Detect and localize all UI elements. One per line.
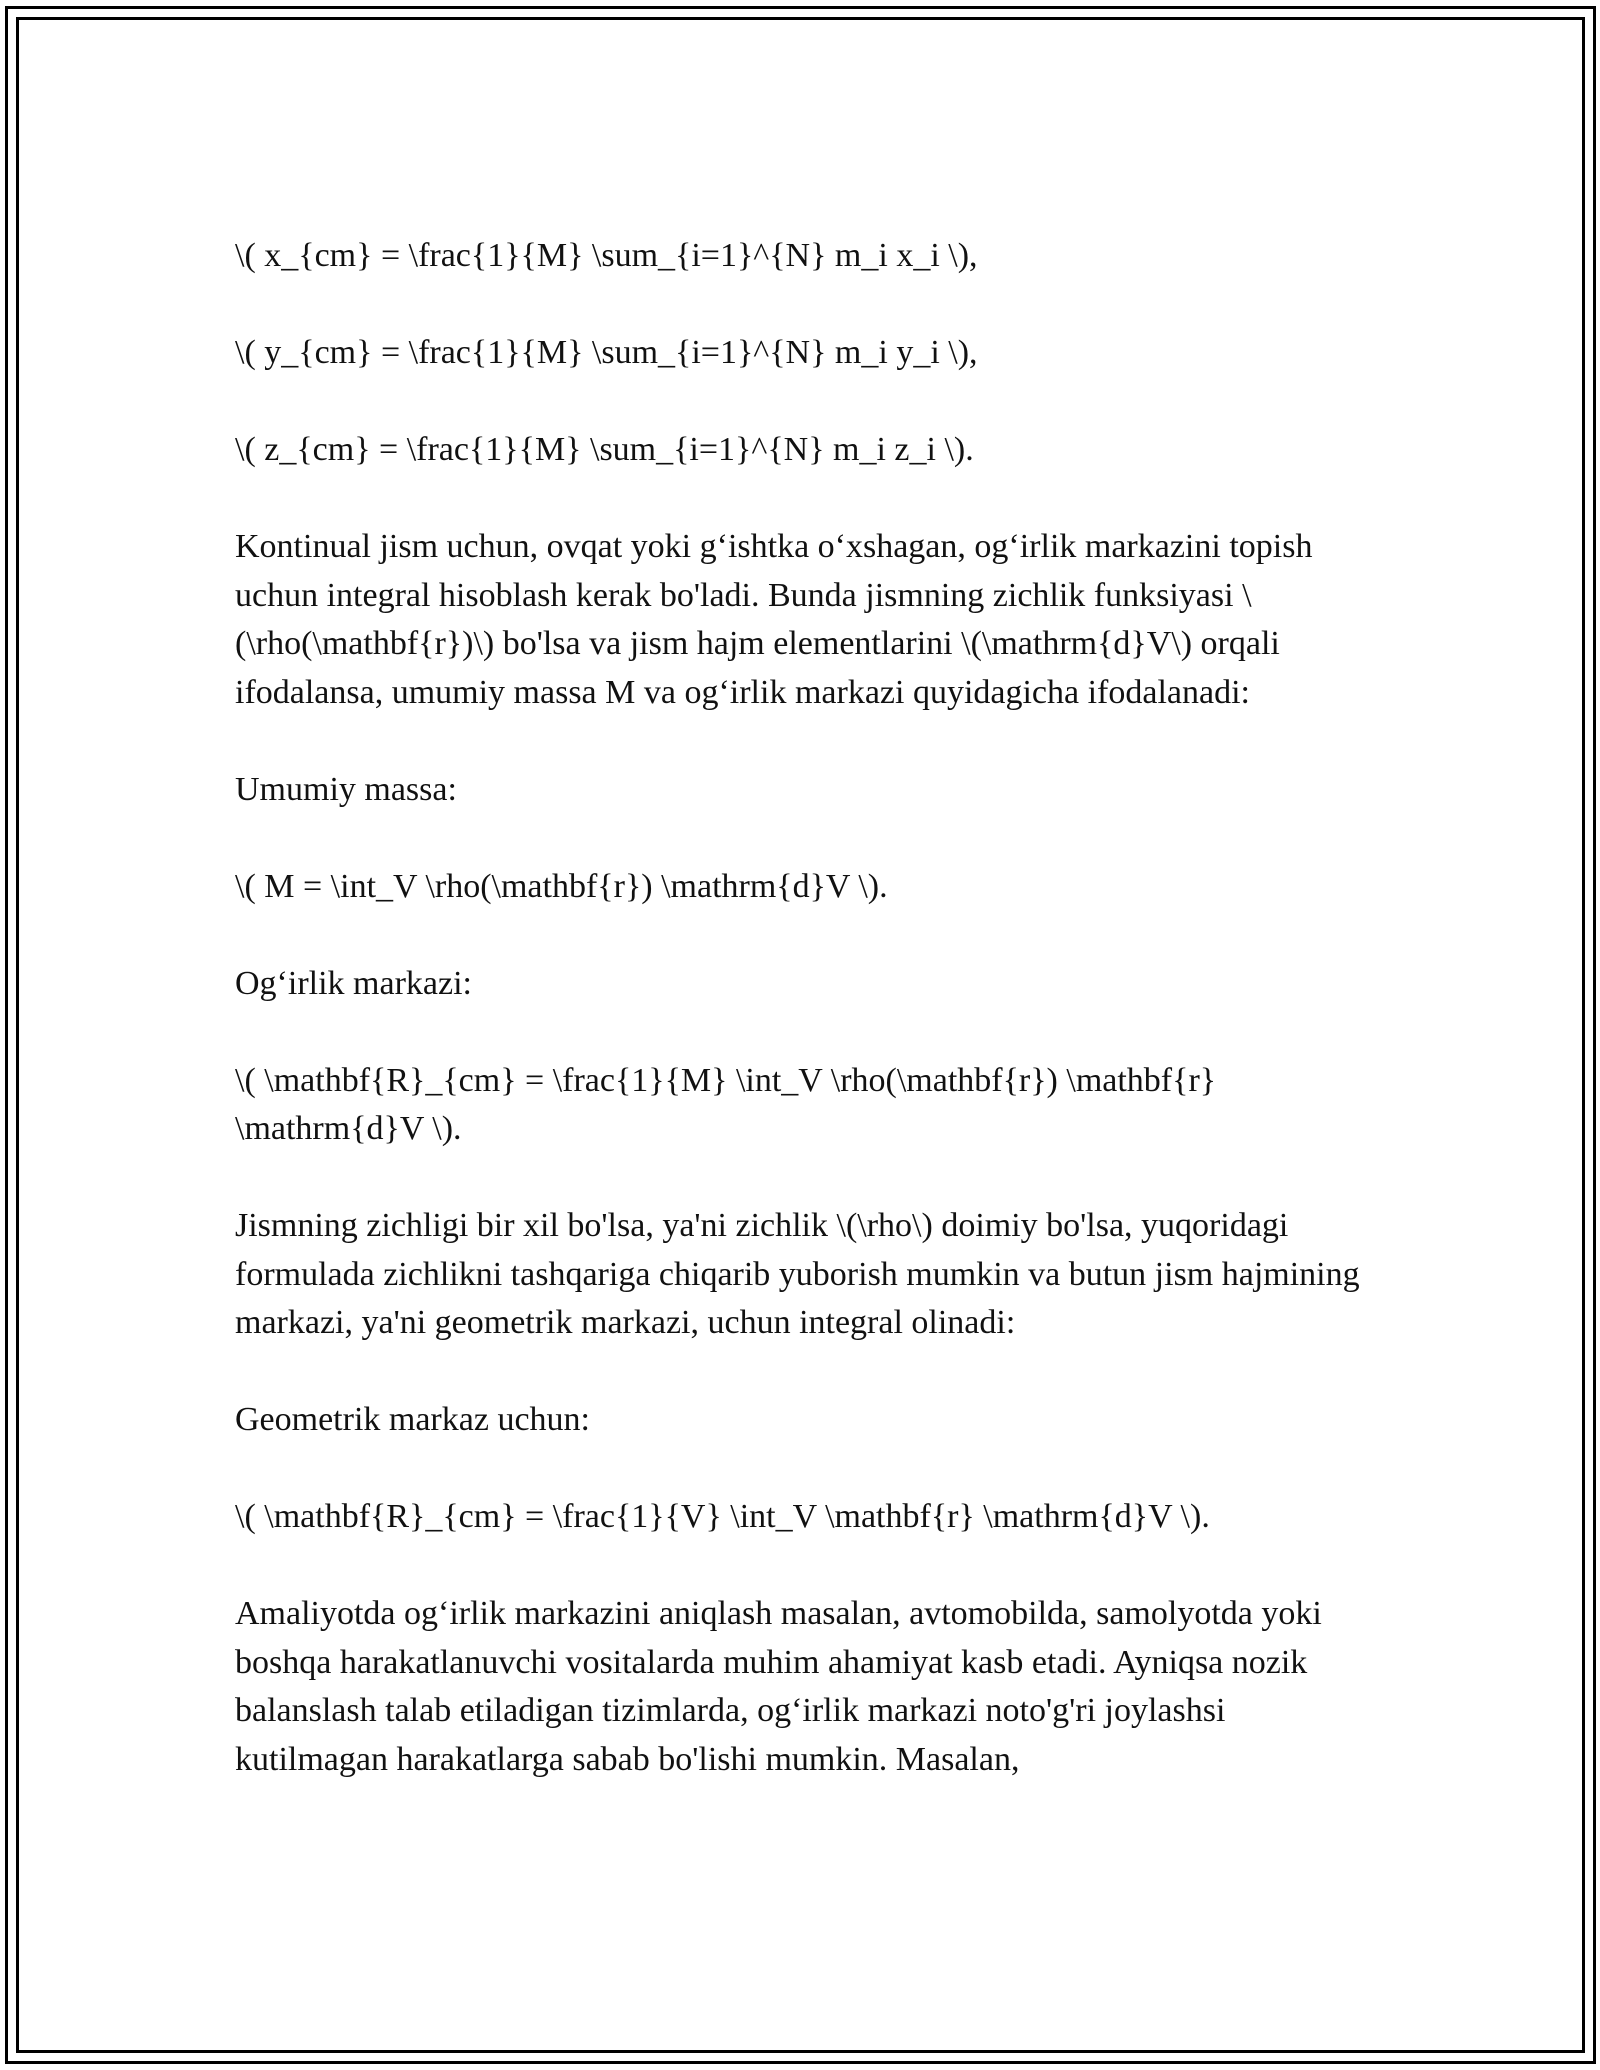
paragraph-uniform-density: Jismning zichligi bir xil bo'lsa, ya'ni zichlik \(\rho\) doimiy bo'lsa, yuqoridagi formulada zichlikni tashqariga chiqarib yuborish mumkin va butun jism hajmining markazi, ya'ni geometrik markazi, uchun integral olinadi: (235, 1207, 1360, 1341)
heading-total-mass: Umumiy massa: (235, 770, 457, 808)
heading-geometric-center: Geometrik markaz uchun: (235, 1401, 590, 1438)
paragraph-practical-use: Amaliyotda og‘irlik markazini aniqlash masalan, avtomobilda, samolyotda yoki boshqa harakatlanuvchi vositalarda muhim ahamiyat kasb etadi. Ayniqsa nozik balanslash talab etiladigan tizimlarda, og‘irlik markazi noto'g'ri joylashsi kutilmagan harakatlarga sabab bo'lishi mumkin. Masalan, (235, 1595, 1322, 1778)
formula-z-cm: \( z_{cm} = \frac{1}{M} \sum_{i=1}^{N} m_i z_i \). (235, 431, 974, 468)
formula-x-cm: \( x_{cm} = \frac{1}{M} \sum_{i=1}^{N} m_i x_i \), (235, 237, 978, 274)
document-body (235, 232, 1365, 1833)
formula-y-cm: \( y_{cm} = \frac{1}{M} \sum_{i=1}^{N} m_i y_i \), (235, 334, 978, 371)
formula-center-of-mass: \( \mathbf{R}_{cm} = \frac{1}{M} \int_V \rho(\mathbf{r}) \mathbf{r} \mathrm{d}V \). (235, 1061, 1217, 1147)
heading-center-of-mass: Og‘irlik markazi: (235, 964, 472, 1002)
formula-total-mass: \( M = \int_V \rho(\mathbf{r}) \mathrm{d}V \). (235, 867, 888, 905)
paragraph-continuous-body: Kontinual jism uchun, ovqat yoki g‘ishtka o‘xshagan, og‘irlik markazini topish uchun integral hisoblash kerak bo'ladi. Bunda jismning zichlik funksiyasi \(\rho(\mathbf{r})\) bo'lsa va jism hajm elementlarini \(\mathrm{d}V\) orqali ifodalansa, umumiy massa M va og‘irlik markazi quyidagicha ifodalanadi: (235, 528, 1313, 711)
formula-geometric-center: \( \mathbf{R}_{cm} = \frac{1}{V} \int_V \mathbf{r} \mathrm{d}V \). (235, 1498, 1210, 1535)
